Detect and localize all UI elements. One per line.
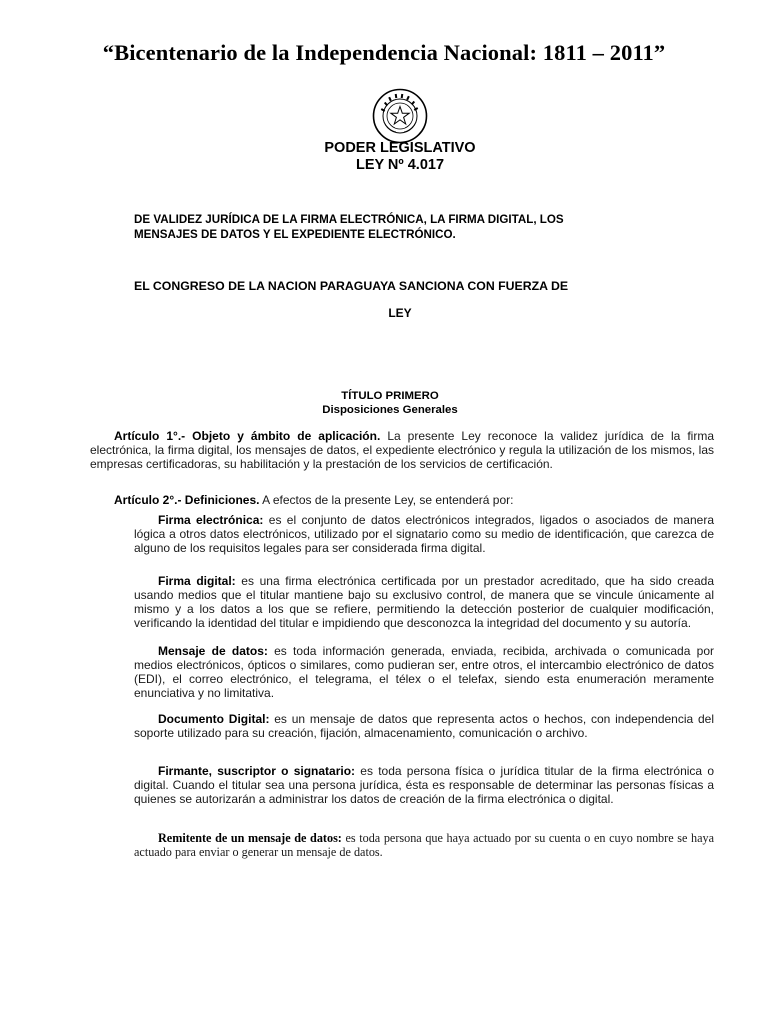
definition-term: Firmante, suscriptor o signatario: (158, 764, 356, 778)
definition-text: es una firma electrónica certificada por un prestador acreditado, que ha sido creada usando medios que el titular mantiene bajo su exclusivo control, de manera que se vincule únicamente al mismo y a los datos a los que se refiere, permitiendo la detección posterior de cualquier modificación, verificando la identidad del titular e impidiendo que desconozca la integridad del documento y su autoría. (134, 574, 714, 630)
article-text: La presente Ley reconoce la validez jurídica de la firma electrónica, la firma digital, los mensajes de datos, el expediente electrónico y regula la utilización de los mismos, las empresas certificadoras, su habilitación y la prestación de los servicios de certificación. (90, 429, 714, 471)
definition-text: es toda persona que haya actuado por su cuenta o en cuyo nombre se haya actuado para enviar o generar un mensaje de datos. (134, 831, 714, 859)
org-name: PODER LEGISLATIVO (324, 140, 476, 156)
definition-text: es toda persona física o jurídica titular de la firma electrónica o digital. Cuando el titular sea una persona jurídica, ésta es responsable de determinar las personas físicas a quienes se autorizarán a administrar los datos de creación de la firma electrónica o digital. (134, 764, 714, 806)
definition-firmante (134, 765, 714, 807)
enacting-ley: LEY (388, 306, 412, 320)
definition-mensaje-de-datos (134, 645, 714, 701)
definition-documento-digital (134, 713, 714, 741)
article-2 (90, 494, 714, 508)
article-text: A efectos de la presente Ley, se entenderá por: (259, 493, 514, 507)
definition-remitente (134, 831, 714, 859)
article-label: Artículo 1°.- Objeto y ámbito de aplicación. (114, 429, 381, 443)
enacting-clause: EL CONGRESO DE LA NACION PARAGUAYA SANCIONA CON FUERZA DE (134, 279, 569, 293)
definition-term: Firma digital: (158, 574, 236, 588)
law-title-line2: MENSAJES DE DATOS Y EL EXPEDIENTE ELECTRÓNICO. (134, 228, 456, 241)
definition-text: es un mensaje de datos que representa actos o hechos, con independencia del soporte utilizado para su creación, fijación, almacenamiento, comunicación o archivo. (134, 712, 714, 740)
definition-term: Remitente de un mensaje de datos: (158, 831, 342, 845)
article-1 (90, 430, 714, 472)
bicentenario-header: “Bicentenario de la Independencia Nacional: 1811 – 2011” (102, 40, 666, 65)
definition-term: Firma electrónica: (158, 513, 264, 527)
law-title-line1: DE VALIDEZ JURÍDICA DE LA FIRMA ELECTRÓNICA, LA FIRMA DIGITAL, LOS (134, 213, 564, 226)
definition-text: es toda información generada, enviada, recibida, archivada o comunicada por medios electrónicos, ópticos o similares, como pudieran ser, entre otros, el intercambio electrónico de datos (EDI), el correo electrónico, el telegrama, el télex o el telefax, siendo esta enumeración meramente enunciativa y no limitativa. (134, 644, 714, 700)
definition-term: Mensaje de datos: (158, 644, 268, 658)
law-number: LEY Nº 4.017 (355, 157, 445, 173)
article-label: Artículo 2°.- Definiciones. (114, 493, 260, 507)
definition-firma-digital (134, 575, 714, 631)
titulo-subheading: Disposiciones Generales (322, 404, 458, 416)
seal-icon (372, 88, 428, 144)
definition-term: Documento Digital: (158, 712, 270, 726)
definition-firma-electronica (134, 514, 714, 556)
titulo-heading: TÍTULO PRIMERO (341, 390, 439, 402)
definition-text: es el conjunto de datos electrónicos integrados, ligados o asociados de manera lógica a otros datos electrónicos, utilizado por el signatario como su medio de identificación, que carezca de alguno de los requisitos legales para ser considerada firma digital. (134, 513, 714, 555)
